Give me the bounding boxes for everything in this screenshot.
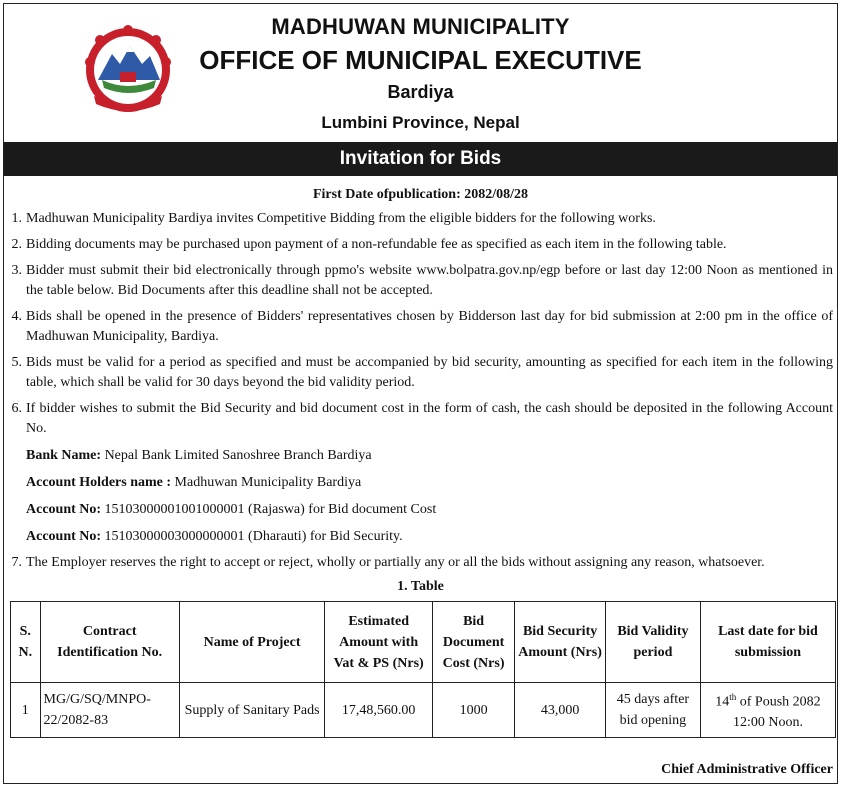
column-header: Estimated Amount with Vat & PS (Nrs) bbox=[325, 602, 433, 683]
account-holder-label: Account Holders name : bbox=[26, 475, 172, 490]
last-date-month: of Poush 2082 bbox=[736, 694, 821, 710]
account-number-value: 15103000001001000001 (Rajaswa) for Bid document Cost bbox=[101, 502, 437, 517]
column-header: Name of Project bbox=[179, 602, 325, 683]
account-number-label: Account No: bbox=[26, 502, 102, 517]
list-item bbox=[4, 353, 833, 393]
item-text: Madhuwan Municipality Bardiya invites Competitive Bidding from the eligible bidders for the following works. bbox=[26, 211, 656, 226]
column-header: Contract Identification No. bbox=[40, 602, 179, 683]
column-header: Last date for bid submission bbox=[700, 602, 835, 683]
account-number-line bbox=[26, 527, 833, 547]
last-date-day: 14 bbox=[715, 694, 730, 710]
item-number: 3. bbox=[11, 263, 22, 278]
notice-items bbox=[4, 209, 837, 573]
table-row bbox=[11, 683, 836, 738]
column-header: Bid Document Cost (Nrs) bbox=[432, 602, 514, 683]
bank-name-label: Bank Name: bbox=[26, 448, 102, 463]
account-number-value: 15103000003000000001 (Dharauti) for Bid Security. bbox=[101, 529, 403, 544]
bank-details bbox=[26, 446, 833, 547]
publication-date: First Date ofpublication: 2082/08/28 bbox=[312, 187, 529, 202]
province-name: Lumbini Province, Nepal bbox=[321, 113, 520, 132]
list-item bbox=[4, 261, 833, 301]
item-text: The Employer reserves the right to accept or reject, wholly or partially any or all the bids without assigning any reason, whatsoever. bbox=[26, 555, 765, 570]
signatory: Chief Administrative Officer bbox=[661, 762, 833, 777]
list-item bbox=[4, 209, 833, 229]
bid-notice bbox=[3, 3, 838, 784]
office-name: OFFICE OF MUNICIPAL EXECUTIVE bbox=[199, 45, 642, 75]
security-cell: 43,000 bbox=[515, 683, 606, 738]
item-text: If bidder wishes to submit the Bid Security and bid document cost in the form of cash, the cash should be deposited in the following Account No. bbox=[26, 401, 833, 436]
item-text: Bidding documents may be purchased upon payment of a non-refundable fee as specified as each item in the following table. bbox=[26, 237, 727, 252]
account-holder-line bbox=[26, 473, 833, 493]
account-number-line bbox=[26, 500, 833, 520]
project-name-cell: Supply of Sanitary Pads bbox=[179, 683, 325, 738]
table-header-row bbox=[11, 602, 836, 683]
estimate-cell: 17,48,560.00 bbox=[325, 683, 433, 738]
notice-header bbox=[4, 4, 837, 142]
doc-cost-cell: 1000 bbox=[432, 683, 514, 738]
bids-table bbox=[10, 601, 836, 738]
item-text: Bids must be valid for a period as specified and must be accompanied by bid security, amounting as specified for each item in the following table, which shall be valid for 30 days beyond the bid validity period. bbox=[26, 355, 833, 390]
account-number-label: Account No: bbox=[26, 529, 102, 544]
column-header: Bid Security Amount (Nrs) bbox=[515, 602, 606, 683]
column-header: Bid Validity period bbox=[605, 602, 700, 683]
list-item bbox=[4, 399, 833, 439]
list-item bbox=[4, 553, 833, 573]
column-header: S. N. bbox=[11, 602, 41, 683]
last-date-suffix: th bbox=[729, 691, 737, 702]
bank-name-line bbox=[26, 446, 833, 466]
item-number: 1. bbox=[11, 211, 22, 226]
serial-cell: 1 bbox=[11, 683, 41, 738]
item-number: 6. bbox=[11, 401, 22, 416]
contract-id-cell: MG/G/SQ/MNPO-22/2082-83 bbox=[40, 683, 179, 738]
item-number: 4. bbox=[11, 309, 22, 324]
last-date-time: 12:00 Noon. bbox=[732, 715, 803, 731]
validity-cell: 45 days after bid opening bbox=[605, 683, 700, 738]
municipality-name: MADHUWAN MUNICIPALITY bbox=[271, 14, 570, 39]
bank-name-value: Nepal Bank Limited Sanoshree Branch Bardiya bbox=[101, 448, 372, 463]
list-item bbox=[4, 307, 833, 347]
item-number: 2. bbox=[11, 237, 22, 252]
last-date-cell bbox=[700, 683, 835, 738]
district-name: Bardiya bbox=[387, 82, 454, 102]
notice-title: Invitation for Bids bbox=[4, 142, 837, 176]
item-text: Bidder must submit their bid electronically through ppmo's website www.bolpatra.gov.np/egp before or last day 12:00 Noon as mentioned in the table below. Bid Documents after this deadline shall not be accepted. bbox=[26, 263, 833, 298]
item-text: Bids shall be opened in the presence of Bidders' representatives chosen by Bidderson last day for bid submission at 2:00 pm in the office of Madhuwan Municipality, Bardiya. bbox=[26, 309, 833, 344]
list-item bbox=[4, 235, 833, 255]
item-number: 7. bbox=[11, 555, 22, 570]
item-number: 5. bbox=[11, 355, 22, 370]
account-holder-value: Madhuwan Municipality Bardiya bbox=[171, 475, 362, 490]
table-title: 1. Table bbox=[397, 579, 444, 594]
